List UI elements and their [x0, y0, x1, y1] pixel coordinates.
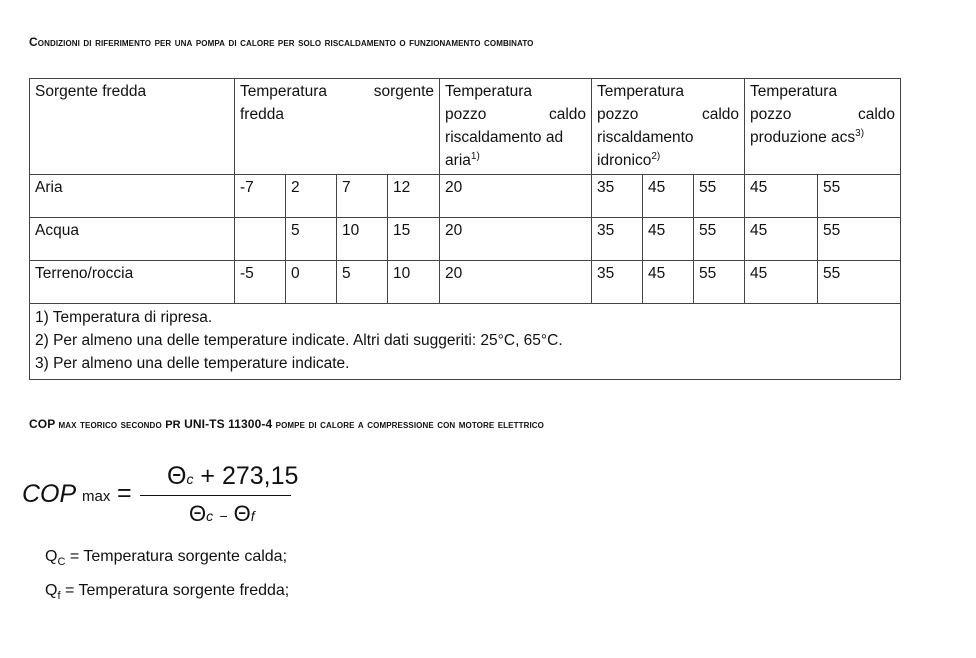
header-cold-temp-line2: fredda	[240, 106, 284, 123]
header-air-word-caldo: caldo	[548, 106, 587, 123]
hydronic-sink-cell: 45	[643, 175, 694, 218]
table-header-row	[30, 79, 901, 175]
theta-subscript-f: f	[250, 508, 255, 524]
header-hydronic-word-caldo: caldo	[701, 106, 740, 123]
reference-conditions-table	[29, 78, 901, 380]
dhw-sink-cell: 45	[745, 175, 818, 218]
heading2-part1: COP max teorico secondo	[29, 417, 166, 431]
definition-hot-source	[45, 548, 287, 568]
definition-text: = Temperatura sorgente calda;	[65, 548, 288, 565]
header-hydronic-word-idronico: idronico	[597, 152, 652, 169]
header-air-sink-temperature	[440, 79, 592, 175]
section-heading-reference-conditions: Condizioni di riferimento per una pompa di calore per solo riscaldamento o funzionamento combinato	[29, 35, 534, 49]
cold-temp-cell: 12	[388, 175, 440, 218]
definition-text: = Temperatura sorgente fredda;	[60, 582, 290, 599]
heading2-part2: pr	[165, 415, 181, 432]
cold-temp-cell: 10	[388, 261, 440, 304]
hydronic-sink-cell: 35	[592, 261, 643, 304]
footnote-marker-3: 3)	[855, 128, 865, 139]
footnote-marker-2: 2)	[651, 151, 661, 162]
cold-temp-cell: -5	[235, 261, 286, 304]
row-source-name: Aria	[30, 175, 235, 218]
table-note: 3) Per almeno una delle temperature indicate.	[35, 355, 350, 372]
header-hydronic-line3: riscaldamento	[597, 129, 694, 146]
dhw-sink-cell: 45	[745, 218, 818, 261]
dhw-sink-cell: 55	[818, 261, 901, 304]
header-cold-source	[30, 79, 235, 175]
cold-temp-cell: 2	[286, 175, 337, 218]
table-notes	[30, 304, 901, 380]
definition-symbol: Q	[45, 582, 58, 599]
table-note: 1) Temperatura di ripresa.	[35, 309, 213, 326]
row-source-name: Terreno/roccia	[30, 261, 235, 304]
header-cold-temp-line1	[240, 80, 434, 103]
header-dhw-sink-temperature	[745, 79, 901, 175]
cold-temp-cell: 7	[337, 175, 388, 218]
cold-temp-cell: 0	[286, 261, 337, 304]
header-cold-source-label: Sorgente fredda	[35, 83, 147, 100]
header-hydronic-line1: Temperatura	[597, 83, 685, 100]
hydronic-sink-cell: 45	[643, 261, 694, 304]
hydronic-sink-cell: 35	[592, 175, 643, 218]
cold-temp-cell: 15	[388, 218, 440, 261]
header-air-line4	[445, 149, 586, 172]
formula-constant: 273,15	[221, 462, 299, 490]
header-air-line3: riscaldamento ad	[445, 129, 564, 146]
header-cold-temp-word2: sorgente	[373, 83, 435, 100]
header-dhw-word-caldo: caldo	[857, 106, 896, 123]
hydronic-sink-cell: 35	[592, 218, 643, 261]
header-dhw-word-pozzo: pozzo	[750, 106, 792, 123]
header-dhw-word-acs: produzione acs	[750, 129, 856, 146]
cold-temp-cell: 5	[286, 218, 337, 261]
hydronic-sink-cell: 55	[694, 175, 745, 218]
header-air-word-pozzo: pozzo	[445, 106, 487, 123]
header-cold-temp-word1: Temperatura	[240, 83, 328, 100]
formula-denominator	[189, 501, 255, 527]
cold-temp-cell: 5	[337, 261, 388, 304]
header-hydronic-word-pozzo: pozzo	[597, 106, 639, 123]
cold-temp-cell	[235, 218, 286, 261]
header-dhw-line1: Temperatura	[750, 83, 838, 100]
table-notes-row	[30, 304, 901, 380]
table-row	[30, 218, 901, 261]
header-hydronic-line2	[597, 103, 739, 126]
definition-subscript: C	[57, 556, 66, 569]
heading2-part3: UNI-TS 11300-4 pompe di calore a compressione con motore elettrico	[180, 417, 544, 431]
definition-cold-source	[45, 582, 289, 602]
header-air-word-aria: aria	[445, 152, 471, 169]
formula-equals: =	[117, 479, 132, 507]
definition-subscript: f	[57, 590, 61, 603]
header-dhw-line2	[750, 103, 895, 126]
table-row	[30, 261, 901, 304]
definition-symbol: Q	[45, 548, 58, 565]
dhw-sink-cell: 45	[745, 261, 818, 304]
formula-fraction-line	[140, 495, 291, 496]
air-sink-cell: 20	[440, 175, 592, 218]
cop-max-formula	[22, 462, 322, 532]
dhw-sink-cell: 55	[818, 218, 901, 261]
section-heading-cop-max	[29, 415, 544, 432]
hydronic-sink-cell: 55	[694, 261, 745, 304]
air-sink-cell: 20	[440, 218, 592, 261]
formula-plus: +	[200, 462, 216, 490]
cold-temp-cell: -7	[235, 175, 286, 218]
table-note: 2) Per almeno una delle temperature indicate. Altri dati suggeriti: 25°C, 65°C.	[35, 332, 563, 349]
dhw-sink-cell: 55	[818, 175, 901, 218]
theta-subscript-c: c	[186, 471, 194, 487]
header-air-line1: Temperatura	[445, 83, 533, 100]
header-dhw-line3	[750, 126, 895, 149]
formula-lhs: COP	[22, 480, 77, 508]
hydronic-sink-cell: 55	[694, 218, 745, 261]
cold-temp-cell: 10	[337, 218, 388, 261]
table-row	[30, 175, 901, 218]
row-source-name: Acqua	[30, 218, 235, 261]
air-sink-cell: 20	[440, 261, 592, 304]
header-hydronic-sink-temperature	[592, 79, 745, 175]
theta-symbol: Θ	[167, 462, 187, 490]
formula-minus: −	[219, 508, 228, 524]
theta-subscript-c: c	[206, 508, 214, 524]
hydronic-sink-cell: 45	[643, 218, 694, 261]
header-hydronic-line4	[597, 149, 739, 172]
formula-lhs-subscript: max	[82, 488, 111, 505]
header-cold-source-temperature	[235, 79, 440, 175]
footnote-marker-1: 1)	[470, 151, 480, 162]
header-air-line2	[445, 103, 586, 126]
formula-numerator	[167, 462, 298, 491]
theta-symbol: Θ	[233, 501, 251, 526]
theta-symbol: Θ	[189, 501, 207, 526]
